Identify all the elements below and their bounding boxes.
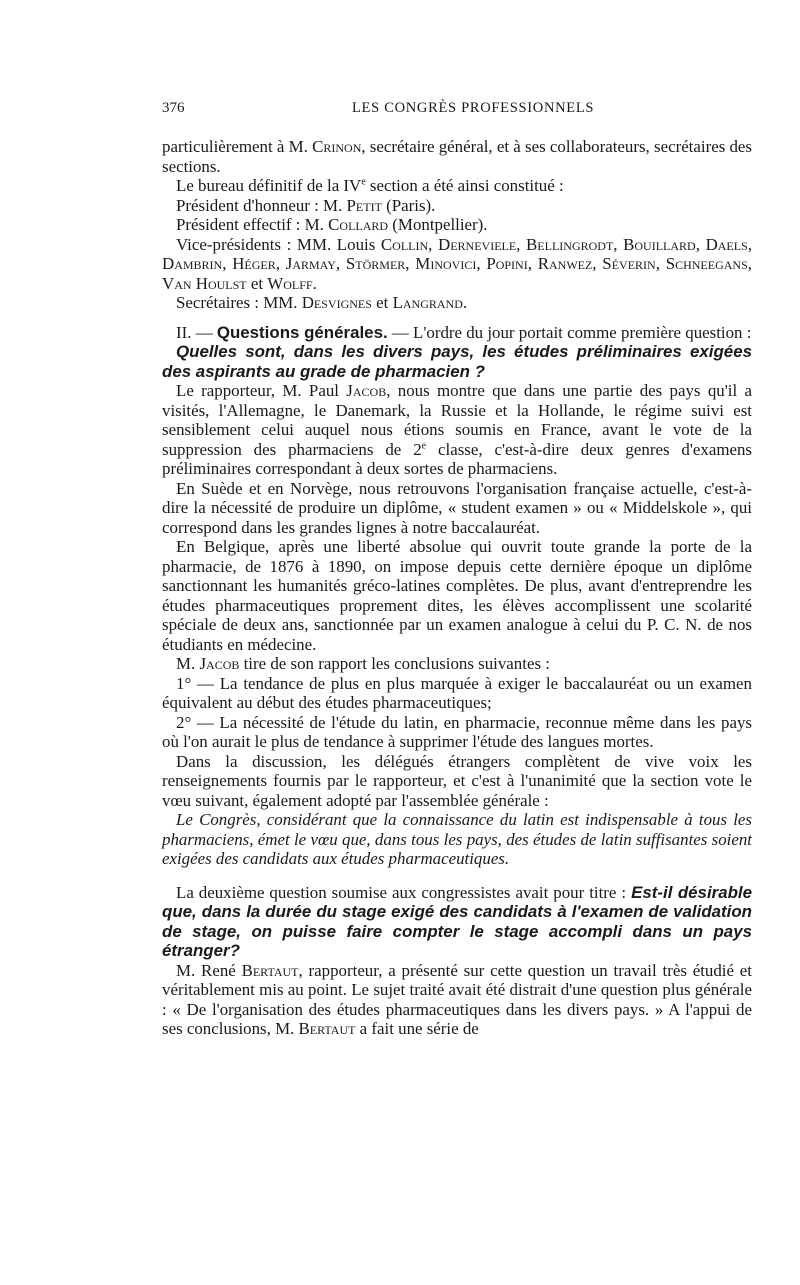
text-run: classe, c'est-à-dire deux genres d'examens préliminaires correspondant à deux sortes de pharmaciens. (162, 439, 753, 478)
paragraph-president-effectif (162, 215, 752, 235)
text-run: . (462, 293, 468, 312)
text-run: tire de son rapport les conclusions suivantes : (239, 654, 550, 673)
paragraph-thanks (162, 137, 752, 176)
text-run: Le rapporteur, M. Paul (176, 381, 347, 400)
running-head (162, 100, 752, 126)
section-number: II. — (176, 322, 217, 342)
text-run: Président effectif : M. (176, 215, 329, 234)
person-name: Collard (328, 215, 389, 234)
paragraph-belgique: En Belgique, après une liberté absolue qui ouvrit toute grande la porte de la pharmacie, de 1876 à 1890, on impose depuis cette dernière époque un diplôme sanctionnant les humanités gréco-latines complètes. De plus, avant d'entreprendre les études pharmaceutiques proprement dites, les élèves accomplissent une scolarité spéciale de deux ans, sanctionnée par un examen analogue à celui du P. C. N. de nos étudiants en médecine. (162, 537, 752, 654)
person-name: Desvignes (301, 293, 372, 312)
person-name: Crinon (312, 137, 362, 156)
conclusion-one: 1° — La tendance de plus en plus marquée à exiger le baccalauréat ou un examen équivalent au début des études pharmaceutiques; (162, 673, 752, 712)
paragraph-conclusions (162, 654, 752, 674)
text-run: a fait une série de (355, 1019, 479, 1038)
page-number: 376 (162, 100, 185, 116)
section-heading-paragraph (162, 323, 752, 343)
text-run: section a été ainsi constitué : (365, 176, 564, 195)
text-run: M. René (176, 960, 242, 980)
text-run: (Montpellier). (388, 215, 488, 234)
person-name: Wolff (267, 273, 313, 293)
person-name: Langrand (392, 293, 463, 312)
text-run: Le bureau définitif de la IV (176, 176, 362, 195)
person-name: Jacob (346, 381, 387, 400)
text-run: , rapporteur, a présenté sur cette question un travail très étudié et véritablement mis au point. Le sujet traité avait été distrait d'une question plus générale : « De l'organisation des études pharmaceutiques dans les divers pays. » A l'appui de ses conclusions, M. (162, 960, 752, 1038)
text-run: et (246, 273, 268, 293)
paragraph-discussion: Dans la discussion, les délégués étrangers complètent de vive voix les renseignements fournis par le rapporteur, et c'est à l'unanimité que la section vote le vœu suivant, également adopté par l'assemblée générale : (162, 751, 752, 810)
text-run: M. (176, 654, 200, 673)
person-name: Bertaut (298, 1019, 356, 1038)
question-two: Est-il désirable que, dans la durée du stage exigé des candidats à l'examen de validation de stage, on puisse faire compter le stage accompli dans un pays étranger? (162, 882, 753, 960)
text-run: La deuxième question soumise aux congressistes avait pour titre : (176, 882, 632, 902)
person-name: Jacob (199, 654, 240, 673)
paragraph-rapporteur-bertaut (162, 961, 752, 1039)
paragraph-suede-norvege: En Suède et en Norvège, nous retrouvons l'organisation française actuelle, c'est-à-dire la nécessité de produire un diplôme, « student examen » ou « Middelskole », qui correspond dans les grandes lignes à notre baccalauréat. (162, 478, 752, 537)
person-name: Bertaut (241, 960, 299, 980)
paragraph-voeu: Le Congrès, considérant que la connaissance du latin est indispensable à tous les pharmaciens, émet le vœu que, dans tous les pays, des études de latin suffisantes soient exigées des candidats aux études pharmaceutiques. (162, 810, 752, 868)
text-run: Vice-présidents : MM. Louis (176, 234, 381, 254)
text-run: Secrétaires : MM. (176, 293, 302, 312)
paragraph-rapporteur-jacob (162, 381, 752, 479)
body-text (162, 137, 752, 1039)
paragraph-question-two (162, 883, 752, 961)
section-heading: Questions générales. (216, 322, 388, 342)
running-title: LES CONGRÈS PROFESSIONNELS (352, 100, 595, 116)
text-run: , secrétaire général, et à ses collaborateurs, secrétaires des sections. (162, 137, 753, 176)
question-one: Quelles sont, dans les divers pays, les études préliminaires exigées des aspirants au grade de pharmacien ? (162, 342, 752, 381)
paragraph-vice-presidents (162, 235, 752, 294)
text-run: , nous montre que dans une partie des pays qu'il a visités, l'Allemagne, le Danemark, la Russie et la Hollande, le régime suivi est sensiblement celui auquel nous étions soumis en France, avant le vote de la suppression des pharmaciens de 2 (162, 381, 752, 459)
person-names: Collin, Derneviele, Bellingrodt, Bouillard, Daels, Dambrin, Héger, Jarmay, Störmer, Minovici, Popini, Ranwez, Séverin, Schneegans, Van Houlst (162, 234, 752, 293)
text-run: et (371, 293, 393, 312)
text-run: — L'ordre du jour portait comme première question : (387, 322, 752, 342)
paragraph-secretaires (162, 293, 752, 313)
superscript: e (361, 176, 366, 188)
person-name: Petit (346, 195, 382, 215)
paragraph-bureau (162, 176, 752, 196)
paragraph-president-honneur (162, 196, 752, 216)
conclusion-two: 2° — La nécessité de l'étude du latin, en pharmacie, reconnue même dans les pays où l'on aurait le plus de tendance à supprimer l'étude des langues mortes. (162, 712, 752, 751)
text-run: Président d'honneur : M. (176, 195, 347, 215)
text-run: (Paris). (381, 195, 436, 215)
text-run: particulièrement à M. (162, 137, 313, 156)
text-run: . (312, 273, 317, 293)
superscript: e (421, 439, 427, 451)
